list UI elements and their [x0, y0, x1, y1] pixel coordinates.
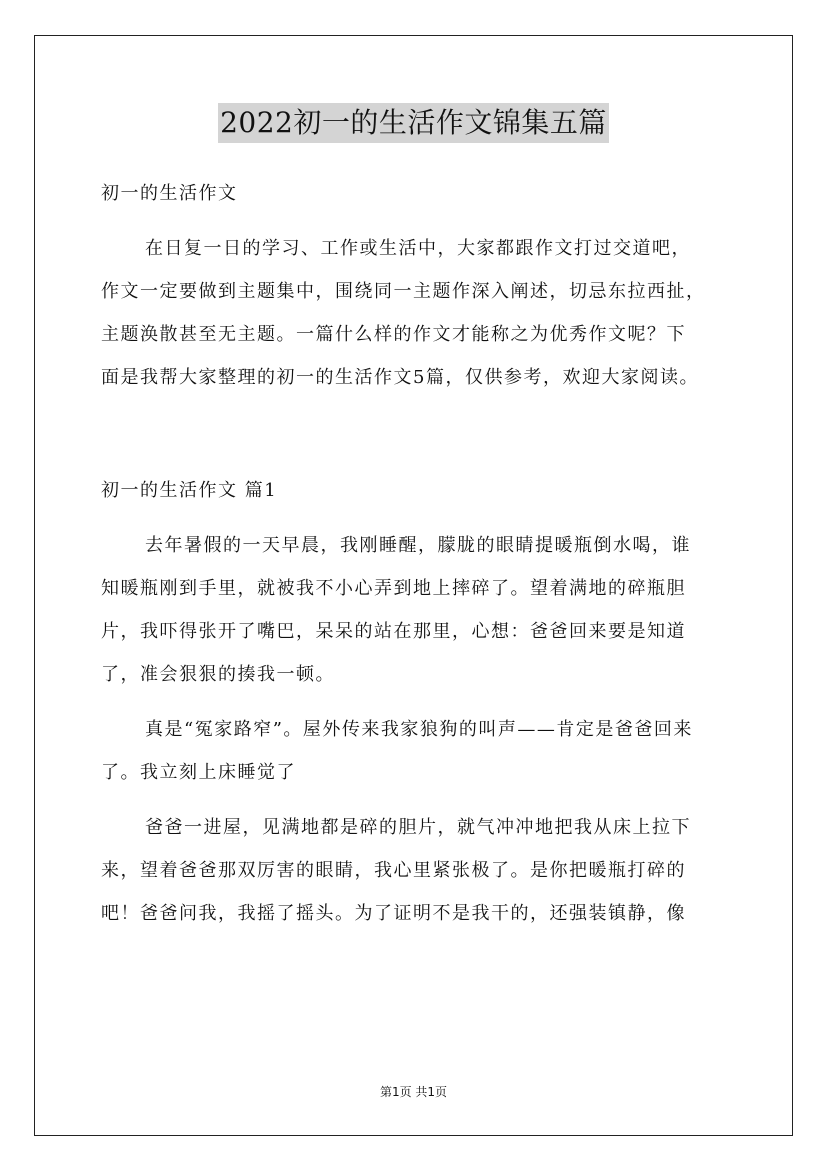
page-footer: [0, 1083, 827, 1100]
paragraph-line: 爸爸一进屋，见满地都是碎的胆片，就气冲冲地把我从床上拉下: [145, 817, 691, 838]
paragraph-line: 去年暑假的一天早晨，我刚睡醒，朦胧的眼睛提暖瓶倒水喝，谁: [145, 535, 691, 556]
paragraph-line: 真是“冤家路窄”。屋外传来我家狼狗的叫声——肯定是爸爸回来: [145, 719, 693, 740]
paragraph-line: 来，望着爸爸那双厉害的眼睛，我心里紧张极了。是你把暖瓶打碎的: [101, 860, 686, 881]
page-number-label: 第1页 共1页: [379, 1085, 448, 1099]
intro-line: 面是我帮大家整理的初一的生活作文5篇，仅供参考，欢迎大家阅读。: [101, 367, 699, 388]
section-heading: 初一的生活作文 篇1: [101, 480, 278, 501]
document-title: 2022初一的生活作文锦集五篇: [218, 103, 609, 143]
paragraph-line: 片，我吓得张开了嘴巴，呆呆的站在那里，心想：爸爸回来要是知道: [101, 621, 686, 642]
intro-heading: 初一的生活作文: [101, 183, 238, 204]
title-container: [0, 103, 827, 143]
intro-line: 主题涣散甚至无主题。一篇什么样的作文才能称之为优秀作文呢？下: [101, 324, 686, 345]
document-body: [101, 172, 741, 935]
paragraph-line: 吧！爸爸问我，我摇了摇头。为了证明不是我干的，还强装镇静，像: [101, 903, 686, 924]
intro-line: 在日复一日的学习、工作或生活中，大家都跟作文打过交道吧，: [145, 238, 691, 259]
paragraph-line: 了。我立刻上床睡觉了: [101, 762, 296, 783]
paragraph-line: 了，准会狠狠的揍我一顿。: [101, 664, 335, 685]
intro-line: 作文一定要做到主题集中，围绕同一主题作深入阐述，切忌东拉西扯，: [101, 281, 706, 302]
paragraph-line: 知暖瓶刚到手里，就被我不小心弄到地上摔碎了。望着满地的碎瓶胆: [101, 578, 686, 599]
